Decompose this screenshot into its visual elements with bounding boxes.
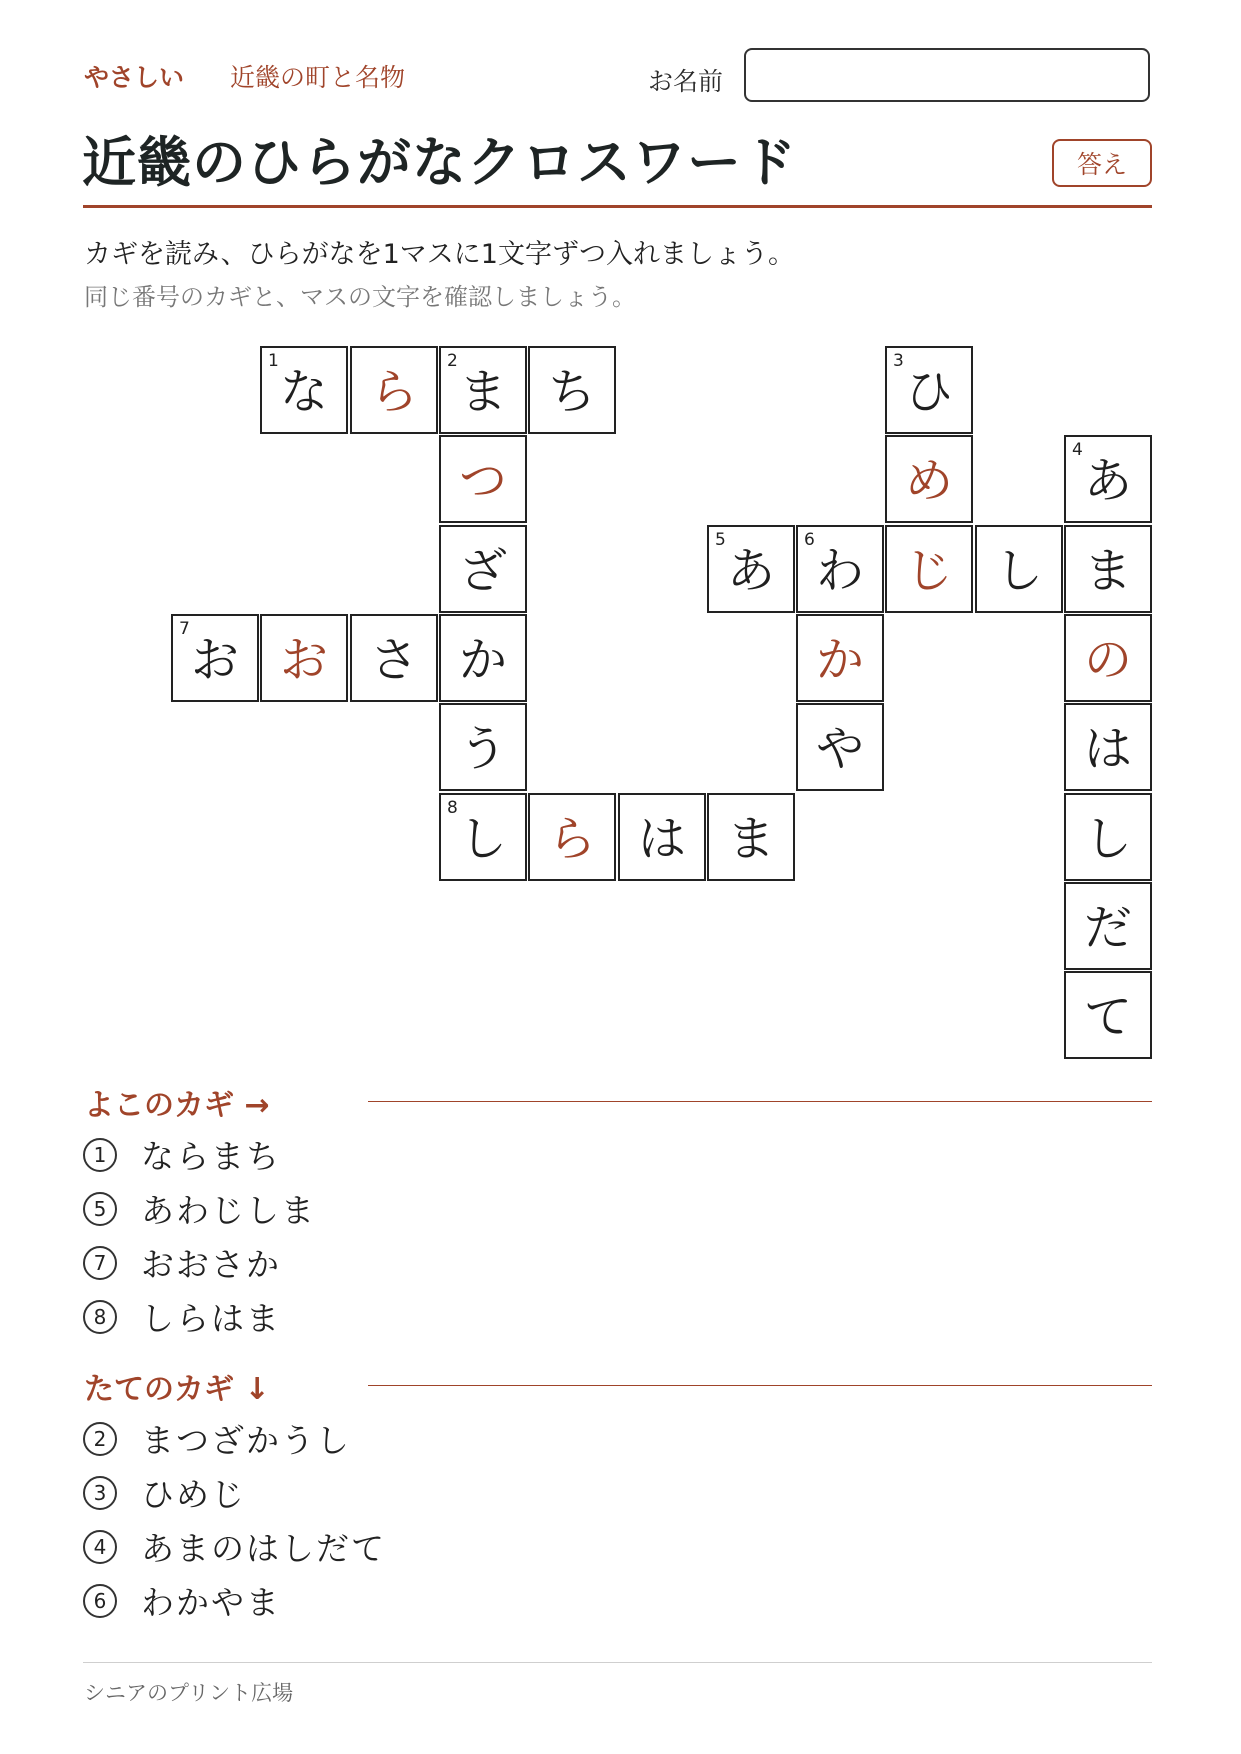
clue-number-badge: 5 [83, 1192, 117, 1226]
down-clues-title: たてのカギ ↓ [84, 1372, 270, 1407]
cell-letter: は [1083, 721, 1132, 777]
cell-letter: や [815, 721, 864, 777]
cell-number: 8 [447, 798, 458, 818]
footer-divider [83, 1662, 1152, 1663]
clue-number-badge: 8 [83, 1300, 117, 1334]
grid-cell[interactable] [260, 614, 348, 702]
cell-letter: あ [726, 543, 775, 599]
cell-letter: ま [458, 364, 507, 420]
grid-cell[interactable] [1064, 435, 1152, 523]
cell-number: 5 [715, 530, 726, 550]
clue-number-badge: 1 [83, 1138, 117, 1172]
cell-letter: だ [1083, 900, 1132, 956]
cell-letter: つ [458, 453, 507, 509]
cell-letter: ざ [458, 543, 507, 599]
clue-number-badge: 7 [83, 1246, 117, 1280]
cell-letter: し [1083, 811, 1132, 867]
clue-item [83, 1293, 281, 1340]
clue-item [83, 1131, 281, 1178]
across-clues-title: よこのカギ → [84, 1088, 270, 1123]
clue-item [83, 1239, 281, 1286]
grid-cell[interactable] [439, 435, 527, 523]
difficulty-level: やさしい [84, 63, 185, 92]
grid-cell[interactable] [439, 525, 527, 613]
down-divider [368, 1385, 1152, 1386]
clue-number-badge: 2 [83, 1422, 117, 1456]
footer-site-name: シニアのプリント広場 [84, 1681, 294, 1705]
clue-text: しらはま [141, 1299, 281, 1338]
clue-number-badge: 6 [83, 1584, 117, 1618]
grid-cell[interactable] [885, 346, 973, 434]
grid-cell[interactable] [796, 525, 884, 613]
grid-cell[interactable] [1064, 793, 1152, 881]
grid-cell[interactable] [171, 614, 259, 702]
cell-number: 3 [893, 351, 904, 371]
clue-number-badge: 3 [83, 1476, 117, 1510]
cell-letter: じ [904, 543, 953, 599]
cell-number: 7 [179, 619, 190, 639]
grid-cell[interactable] [1064, 614, 1152, 702]
grid-cell[interactable] [707, 525, 795, 613]
grid-cell[interactable] [350, 346, 438, 434]
clue-item [83, 1415, 351, 1462]
answer-button[interactable]: 答え [1052, 139, 1152, 187]
cell-letter: し [458, 811, 507, 867]
clue-text: ひめじ [141, 1475, 246, 1514]
cell-number: 1 [268, 351, 279, 371]
cell-letter: な [279, 364, 328, 420]
page-title: 近畿のひらがなクロスワード [82, 131, 797, 194]
grid-cell[interactable] [260, 346, 348, 434]
title-divider [83, 205, 1152, 208]
cell-letter: て [1083, 989, 1132, 1045]
instruction-line-2: 同じ番号のカギと、マスの文字を確認しましょう。 [84, 283, 636, 311]
clue-item [83, 1185, 316, 1232]
grid-cell[interactable] [1064, 525, 1152, 613]
clue-text: まつざかうし [141, 1421, 351, 1460]
cell-number: 6 [804, 530, 815, 550]
cell-letter: の [1083, 632, 1132, 688]
name-input-box[interactable] [744, 48, 1150, 102]
cell-number: 2 [447, 351, 458, 371]
worksheet-subtitle: 近畿の町と名物 [230, 63, 406, 92]
cell-letter: ま [1083, 543, 1132, 599]
grid-cell[interactable] [618, 793, 706, 881]
cell-letter: め [904, 453, 953, 509]
cell-letter: さ [369, 632, 418, 688]
cell-letter: ま [726, 811, 775, 867]
cell-letter: ら [547, 811, 596, 867]
cell-letter: か [815, 632, 864, 688]
cell-letter: し [994, 543, 1043, 599]
cell-letter: ら [369, 364, 418, 420]
grid-cell[interactable] [796, 703, 884, 791]
clue-number-badge: 4 [83, 1530, 117, 1564]
clue-text: わかやま [141, 1583, 281, 1622]
cell-letter: お [190, 632, 239, 688]
clue-text: おおさか [141, 1245, 281, 1284]
cell-letter: あ [1083, 453, 1132, 509]
cell-letter: わ [815, 543, 864, 599]
grid-cell[interactable] [528, 346, 616, 434]
grid-cell[interactable] [1064, 703, 1152, 791]
grid-cell[interactable] [439, 614, 527, 702]
grid-cell[interactable] [439, 793, 527, 881]
clue-item [83, 1523, 386, 1570]
grid-cell[interactable] [350, 614, 438, 702]
clue-text: あまのはしだて [141, 1529, 386, 1568]
grid-cell[interactable] [975, 525, 1063, 613]
grid-cell[interactable] [885, 435, 973, 523]
clue-text: あわじしま [141, 1191, 316, 1230]
cell-letter: ひ [904, 364, 953, 420]
grid-cell[interactable] [1064, 971, 1152, 1059]
grid-cell[interactable] [1064, 882, 1152, 970]
clue-item [83, 1577, 281, 1624]
grid-cell[interactable] [796, 614, 884, 702]
cell-letter: ち [547, 364, 596, 420]
cell-letter: か [458, 632, 507, 688]
clue-item [83, 1469, 246, 1516]
grid-cell[interactable] [707, 793, 795, 881]
grid-cell[interactable] [528, 793, 616, 881]
cell-letter: う [458, 721, 507, 777]
name-label: お名前 [648, 67, 724, 96]
clue-text: ならまち [141, 1137, 281, 1176]
grid-cell[interactable] [885, 525, 973, 613]
grid-cell[interactable] [439, 346, 527, 434]
cell-number: 4 [1072, 440, 1083, 460]
cell-letter: お [279, 632, 328, 688]
instruction-line-1: カギを読み、ひらがなを1マスに1文字ずつ入れましょう。 [84, 239, 795, 270]
grid-cell[interactable] [439, 703, 527, 791]
across-divider [368, 1101, 1152, 1102]
cell-letter: は [637, 811, 686, 867]
